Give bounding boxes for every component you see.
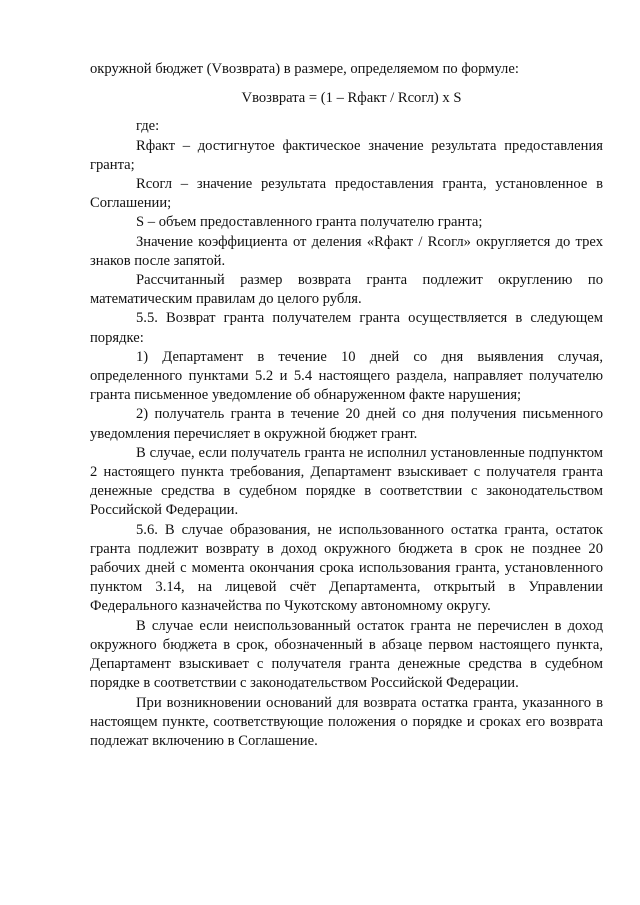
document-page (90, 60, 603, 751)
paragraph-intro: окружной бюджет (Vвозврата) в размере, определяемом по формуле: (90, 61, 519, 77)
paragraph-where: где: (136, 118, 160, 135)
paragraph-5-5-item-1: 1) Департамент в течение 10 дней со дня выявления случая, определенного пунктами 5.2 и 5.4 настоящего раздела, направляет получателю гранта письменное уведомление об обнаруженном факте нарушения; (90, 348, 603, 404)
paragraph-5-5-item-2: 2) получатель гранта в течение 20 дней со дня получения письменного уведомления перечисляет в окружной бюджет грант. (90, 406, 603, 442)
paragraph-5-6-agreement: При возникновении оснований для возврата остатка гранта, указанного в настоящем пункте, соответствующие положения о порядке и сроках его возврата подлежат включению в Соглашение. (90, 694, 603, 749)
paragraph-5-5: 5.5. Возврат гранта получателем гранта осуществляется в следующем порядке: (90, 310, 603, 346)
definition-rsogl: Rсогл – значение результата предоставления гранта, установленное в Соглашении; (90, 176, 603, 212)
definition-s: S – объем предоставленного гранта получателю гранта; (136, 214, 483, 231)
formula: Vвозврата = (1 – Rфакт / Rсогл) х S (241, 90, 462, 107)
paragraph-5-5-enforcement: В случае, если получатель гранта не исполнил установленные подпунктом 2 настоящего пункта требования, Департамент взыскивает с получателя гранта денежные средства в судебном порядке в соответствии с законодательством Российской Федерации. (90, 444, 603, 519)
paragraph-5-6-enforcement: В случае если неиспользованный остаток гранта не перечислен в доход окружного бюджета в срок, обозначенный в абзаце первом настоящего пункта, Департамент взыскивает с получателя гранта денежные средства в судебном порядке в соответствии с законодательством Российской Федерации. (90, 617, 603, 692)
paragraph-rounding: Рассчитанный размер возврата гранта подлежит округлению по математическим правилам до целого рубля. (90, 272, 603, 308)
definition-rfakt: Rфакт – достигнутое фактическое значение результата предоставления гранта; (90, 137, 603, 173)
paragraph-5-6: 5.6. В случае образования, не использованного остатка гранта, остаток гранта подлежит возврату в доход окружного бюджета в срок не позднее 20 рабочих дней с момента окончания срока использования гранта, установленного пунктом 3.14, на лицевой счёт Департамента, открытый в Управлении Федерального казначейства по Чукотскому автономному округу. (90, 521, 603, 615)
paragraph-coefficient: Значение коэффициента от деления «Rфакт / Rсогл» округляется до трех знаков после запятой. (90, 233, 603, 269)
